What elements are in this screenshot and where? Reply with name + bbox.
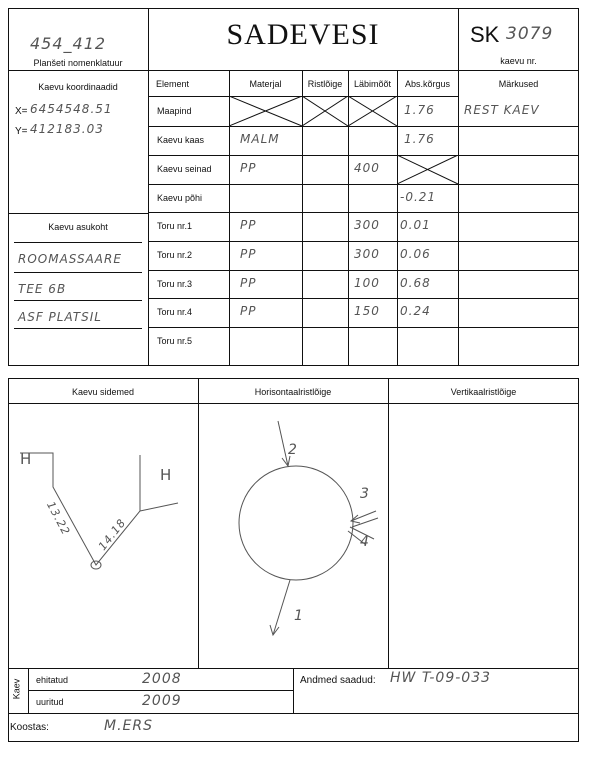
koostas-label: Koostas: [10, 722, 49, 733]
location-line [14, 328, 142, 329]
row-toru-4: Toru nr.4 [157, 307, 193, 317]
location-line [14, 242, 142, 243]
seinad-materjal: PP [240, 161, 257, 175]
cross-out-mark [397, 155, 459, 184]
kaas-materjal: MALM [240, 132, 280, 146]
row-toru-1: Toru nr.1 [157, 221, 193, 231]
header-abs: Abs.kõrgus [404, 79, 451, 89]
divider [148, 8, 149, 366]
toru3-labimoot: 100 [354, 276, 380, 290]
location-line [14, 300, 142, 301]
toru4-materjal: PP [240, 304, 257, 318]
toru4-abs: 0.24 [400, 304, 431, 318]
table-line [148, 155, 579, 156]
divider [28, 690, 293, 691]
table-line [148, 298, 579, 299]
y-label: Y= [15, 126, 28, 137]
pipe-label-3: 3 [360, 486, 370, 502]
toru3-abs: 0.68 [400, 276, 431, 290]
header-labimoot: Läbimõõt [353, 79, 392, 89]
x-label: X= [15, 106, 28, 117]
page-title: SADEVESI [226, 18, 380, 51]
andmed-label: Andmed saadud: [300, 675, 376, 686]
row-maapind: Maapind [157, 106, 192, 116]
header-ristloige: Ristlõige [307, 79, 343, 89]
table-line [148, 270, 579, 271]
ehitatud-label: ehitatud [36, 675, 69, 685]
location-line [14, 272, 142, 273]
sidemed-dist-right: 14.18 [95, 516, 129, 553]
row-toru-3: Toru nr.3 [157, 279, 193, 289]
row-toru-5: Toru nr.5 [157, 336, 193, 346]
nomenclature-label: Planšeti nomenklatuur [33, 58, 123, 68]
toru2-abs: 0.06 [400, 247, 431, 261]
section-horisontaal: Horisontaalristlõige [254, 387, 332, 397]
row-kaevu-seinad: Kaevu seinad [157, 164, 212, 174]
ehitatud-value: 2008 [142, 671, 182, 687]
table-line [148, 241, 579, 242]
toru2-materjal: PP [240, 247, 257, 261]
cross-out-mark [229, 96, 398, 126]
table-line [148, 327, 579, 328]
divider [293, 668, 294, 713]
sk-prefix: SK [470, 22, 500, 47]
divider [8, 713, 579, 714]
divider [388, 378, 389, 668]
divider [8, 213, 148, 214]
sidemed-h-right: H [160, 466, 173, 484]
sidemed-dist-left: 13.22 [43, 499, 73, 538]
table-line [148, 212, 579, 213]
seinad-labimoot: 400 [354, 161, 380, 175]
header-markused: Märkused [498, 79, 539, 89]
maapind-abs: 1.76 [404, 103, 435, 117]
x-value: 6454548.51 [30, 102, 113, 116]
pipe-label-2: 2 [288, 442, 298, 458]
toru1-labimoot: 300 [354, 218, 380, 232]
header-materjal: Materjal [249, 79, 282, 89]
pipe-label-4: 4 [360, 534, 370, 550]
location-line-2: TEE 6B [18, 282, 67, 296]
andmed-value: HW T-09-033 [390, 670, 492, 686]
location-line-1: ROOMASSAARE [18, 252, 122, 266]
koostas-value: M.ERS [104, 718, 153, 734]
divider [8, 70, 579, 71]
pohi-abs: -0.21 [400, 190, 437, 204]
location-line-3: ASF PLATSIL [18, 310, 102, 324]
nomenclature-value: 454_412 [30, 34, 107, 53]
y-value: 412183.03 [30, 122, 104, 136]
uuritud-value: 2009 [142, 693, 182, 709]
coords-label: Kaevu koordinaadid [38, 82, 118, 92]
sidemed-h-left: H [20, 450, 33, 468]
pipe-label-1: 1 [294, 608, 304, 624]
section-sidemed: Kaevu sidemed [71, 387, 135, 397]
uuritud-label: uuritud [36, 697, 64, 707]
table-line [148, 184, 579, 185]
toru2-labimoot: 300 [354, 247, 380, 261]
section-vertikaal: Vertikaalristlõige [450, 387, 517, 397]
location-label: Kaevu asukoht [48, 222, 108, 232]
maapind-markused: REST KAEV [464, 103, 540, 117]
toru3-materjal: PP [240, 276, 257, 290]
sk-number: 3079 [506, 24, 554, 44]
row-kaevu-kaas: Kaevu kaas [157, 135, 205, 145]
kaas-abs: 1.76 [404, 132, 435, 146]
toru1-materjal: PP [240, 218, 257, 232]
toru1-abs: 0.01 [400, 218, 431, 232]
table-line [148, 126, 579, 127]
header-element: Element [156, 79, 190, 89]
row-kaevu-pohi: Kaevu põhi [157, 193, 203, 203]
sk-label: kaevu nr. [500, 56, 537, 66]
toru4-labimoot: 150 [354, 304, 380, 318]
kaev-label: Kaev [11, 678, 22, 700]
row-toru-2: Toru nr.2 [157, 250, 193, 260]
